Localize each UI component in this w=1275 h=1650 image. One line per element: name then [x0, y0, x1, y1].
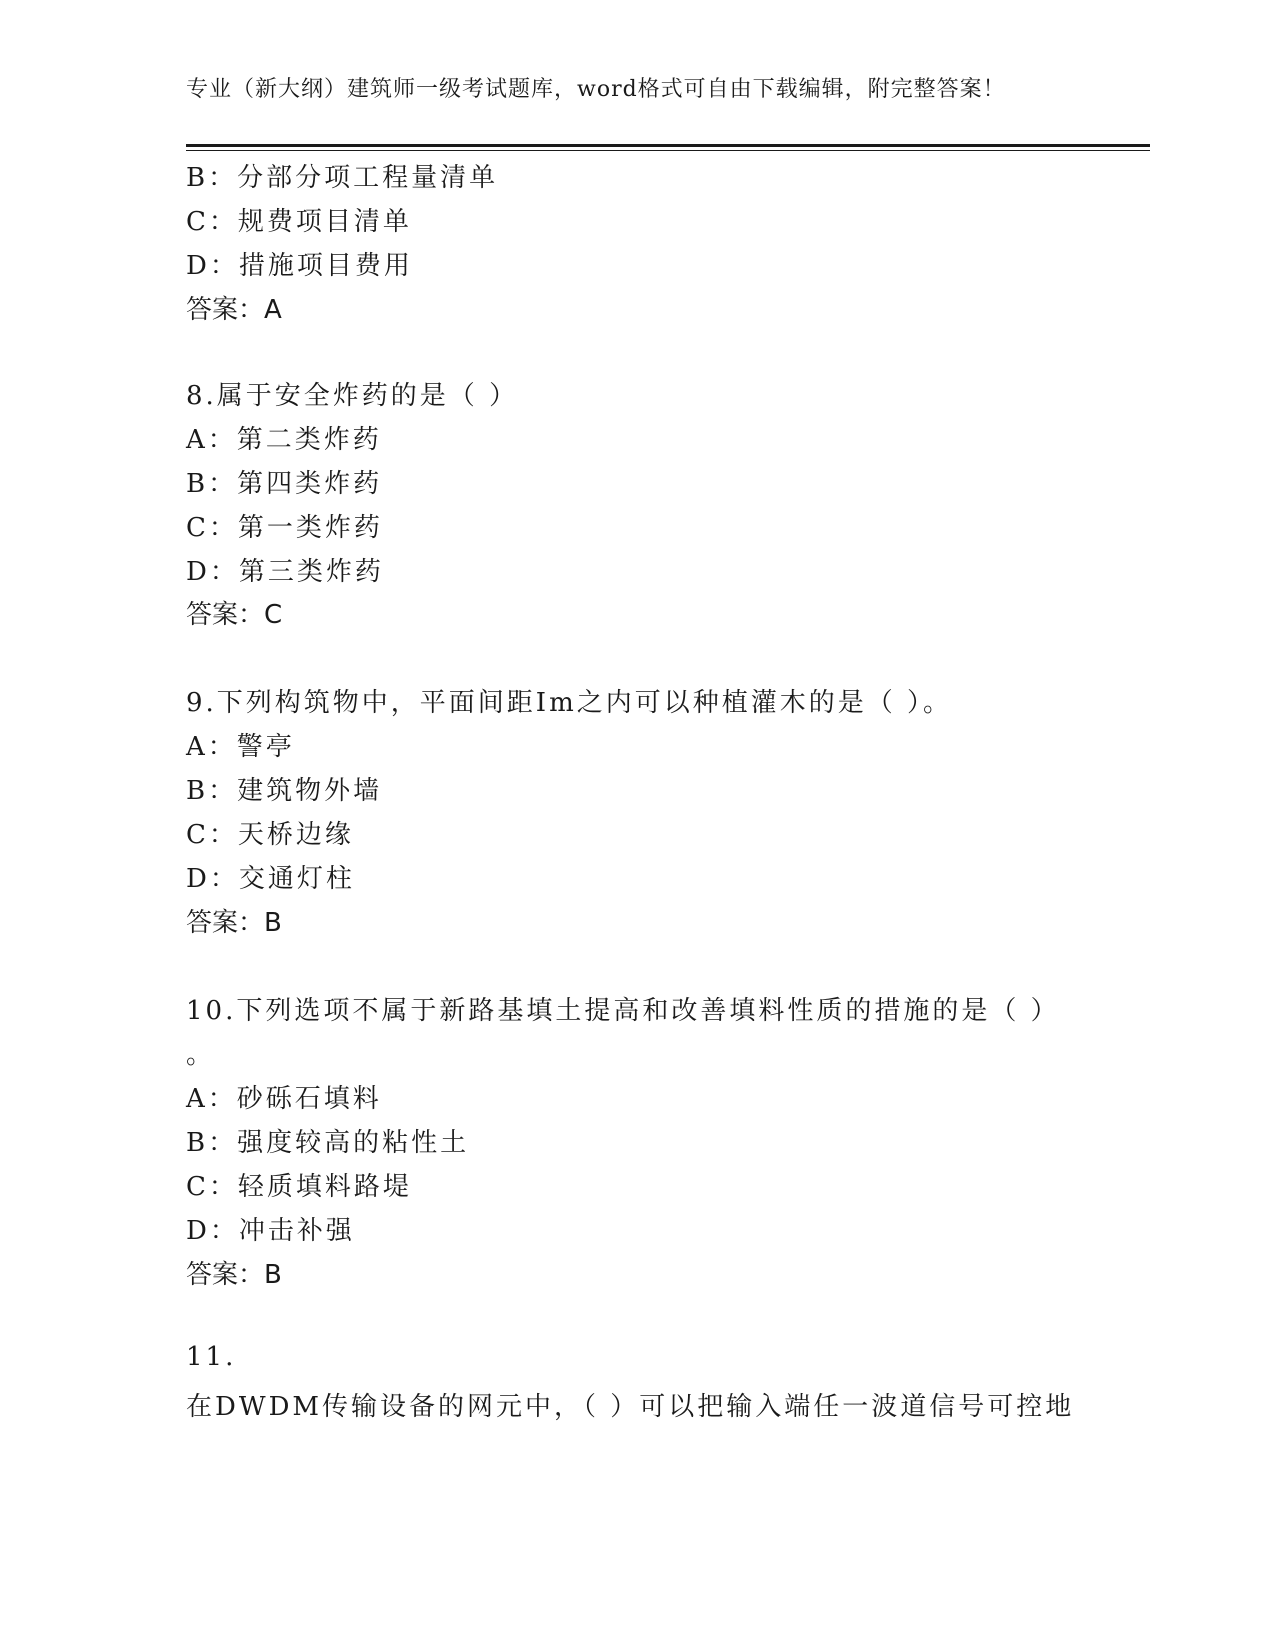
header-rule-thick [186, 144, 1150, 147]
q10-option-a: A：砂砾石填料 [186, 1084, 382, 1114]
q9-option-d: D：交通灯柱 [186, 864, 355, 894]
header-rule-thin [186, 150, 1150, 151]
q8-option-a: A：第二类炸药 [186, 425, 382, 455]
q8-option-b: B：第四类炸药 [186, 469, 383, 499]
q9-question: 9.下列构筑物中，平面间距Im之内可以种植灌木的是（ ）。 [186, 688, 952, 718]
q9-answer: 答案：B [186, 908, 282, 938]
q10-option-c: C：轻质填料路堤 [186, 1172, 412, 1202]
q7-option-c: C：规费项目清单 [186, 207, 412, 237]
q9-option-c: C：天桥边缘 [186, 820, 354, 850]
q8-option-d: D：第三类炸药 [186, 557, 384, 587]
page-header: 专业（新大纲）建筑师一级考试题库，word格式可自由下载编辑，附完整答案！ [186, 77, 1006, 102]
q8-question: 8.属于安全炸药的是（ ） [186, 381, 519, 411]
q10-question-line2: 。 [186, 1040, 216, 1070]
q7-answer: 答案：A [186, 295, 282, 325]
q11-question-line1: 在DWDM传输设备的网元中，（ ）可以把输入端任一波道信号可控地 [186, 1392, 1075, 1422]
q10-answer: 答案：B [186, 1260, 282, 1290]
q9-option-b: B：建筑物外墙 [186, 776, 383, 806]
q7-option-b: B：分部分项工程量清单 [186, 163, 499, 193]
q10-option-b: B：强度较高的粘性土 [186, 1128, 470, 1158]
q9-option-a: A：警亭 [186, 732, 295, 762]
q10-option-d: D：冲击补强 [186, 1216, 355, 1246]
q8-answer: 答案：C [186, 600, 283, 630]
q7-option-d: D：措施项目费用 [186, 251, 413, 281]
q10-question-line1: 10.下列选项不属于新路基填土提高和改善填料性质的措施的是（ ） [186, 996, 1060, 1026]
q11-number: 11. [186, 1342, 237, 1372]
q8-option-c: C：第一类炸药 [186, 513, 383, 543]
